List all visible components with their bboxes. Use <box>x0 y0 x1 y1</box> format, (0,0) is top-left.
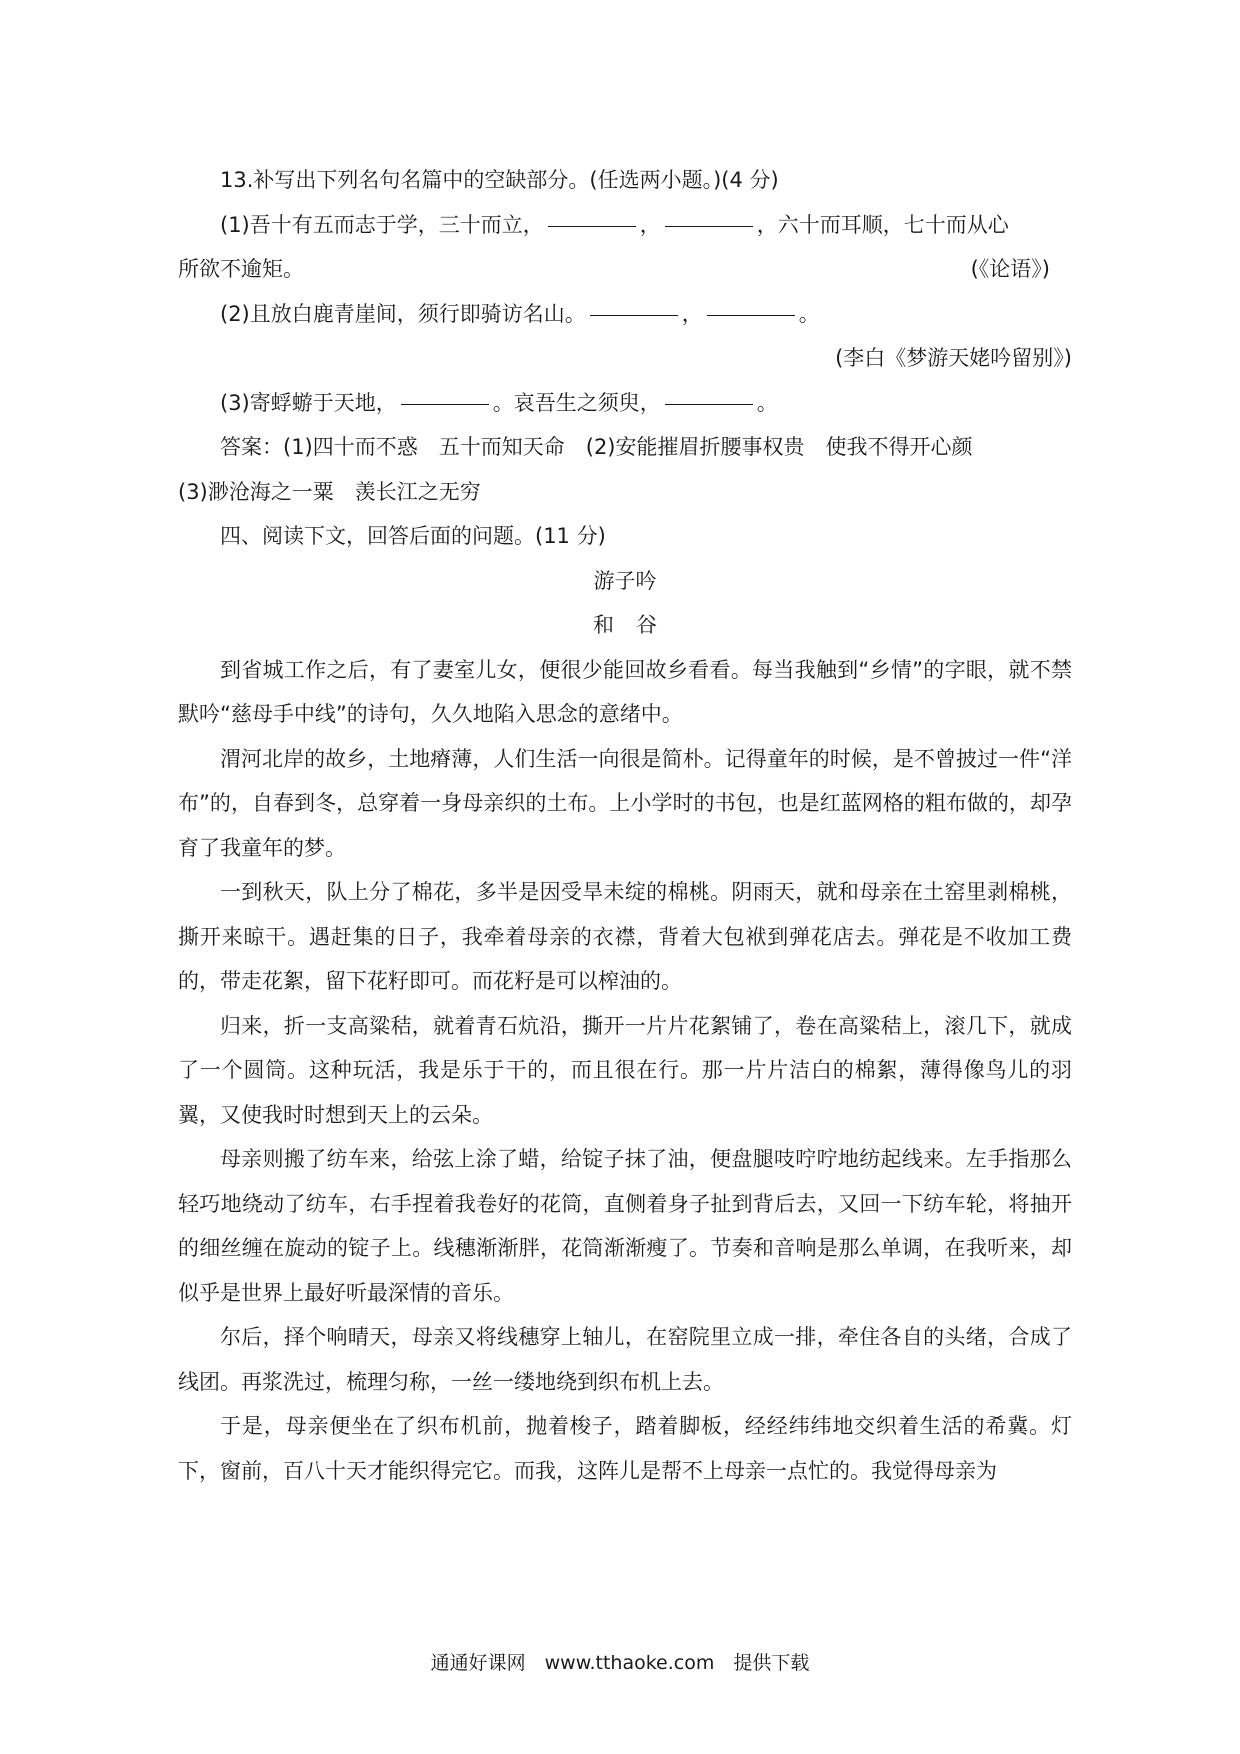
answer-blank <box>590 315 678 316</box>
page-footer: 通通好课网 www.tthaoke.com 提供下载 <box>430 1652 810 1674</box>
item-2-source: (李白《梦游天姥吟留别》) <box>835 346 1072 370</box>
article-title: 游子吟 <box>593 568 657 593</box>
answer-line-2: (3)渺沧海之一粟 羡长江之无穷 <box>178 479 481 504</box>
question-13-item-3 <box>178 381 1072 426</box>
item-1-text-d: 所欲不逾矩。 <box>178 257 304 281</box>
question-13-item-1-continued <box>178 247 1072 292</box>
article-paragraph: 母亲则搬了纺车来，给弦上涂了蜡，给锭子抹了油，便盘腿吱咛咛地纺起线来。左手指那么轻巧地绕动了纺车，右手捏着我卷好的花筒，直侧着身子扯到背后去，又回一下纺车轮，将抽开的细丝缠在旋动的锭子上。线穗渐渐胖，花筒渐渐瘦了。节奏和音响是那么单调，在我听来，却似乎是世界上最好听最深情的音乐。 <box>178 1147 1072 1305</box>
article-paragraph: 归来，折一支高粱秸，就着青石炕沿，撕开一片片花絮铺了，卷在高粱秸上，滚几下，就成了一个圆筒。这种玩活，我是乐于干的，而且很在行。那一片片洁白的棉絮，薄得像鸟儿的羽翼，又使我时时想到天上的云朵。 <box>178 1013 1072 1127</box>
item-3-text-a: (3)寄蜉蝣于天地， <box>220 390 397 415</box>
question-13-item-1 <box>178 203 1072 248</box>
item-2-text-b: ， <box>681 301 703 326</box>
answer-line-1: 答案：(1)四十而不惑 五十而知天命 (2)安能摧眉折腰事权贵 使我不得开心颜 <box>220 435 973 459</box>
article-paragraph: 到省城工作之后，有了妻室儿女，便很少能回故乡看看。每当我触到“乡情”的字眼，就不禁默吟“慈母手中线”的诗句，久久地陷入思念的意绪中。 <box>178 657 1072 726</box>
answer-blank <box>665 226 753 227</box>
item-1-source: (《论语》) <box>970 257 1050 281</box>
article-author <box>178 603 1072 648</box>
item-3-text-b: 。哀吾生之须臾， <box>492 390 661 415</box>
question-13-item-2 <box>178 292 1072 337</box>
question-13-title: 13.补写出下列名句名篇中的空缺部分。(任选两小题。)(4 分) <box>220 168 779 192</box>
article-paragraph: 一到秋天，队上分了棉花，多半是因受旱未绽的棉桃。阴雨天，就和母亲在土窑里剥棉桃，撕开来晾干。遇赶集的日子，我牵着母亲的衣襟，背着大包袱到弹花店去。弹花是不收加工费的，带走花絮，留下花籽即可。而花籽是可以榨油的。 <box>178 880 1072 993</box>
article-paragraph: 渭河北岸的故乡，土地瘠薄，人们生活一向很是简朴。记得童年的时候，是不曾披过一件“洋布”的，自春到冬，总穿着一身母亲织的土布。上小学时的书包，也是红蓝网格的粗布做的，却孕育了我童年的梦。 <box>178 746 1072 860</box>
document-body <box>178 158 1072 1493</box>
answer-blank <box>665 404 753 405</box>
article-paragraph: 尔后，择个响晴天，母亲又将线穗穿上轴儿，在窑院里立成一排，牵住各自的头绪，合成了线团。再浆洗过，梳理匀称，一丝一缕地绕到织布机上去。 <box>178 1325 1072 1394</box>
item-1-text-a: (1)吾十有五而志于学，三十而立， <box>220 212 544 237</box>
item-2-text-a: (2)且放白鹿青崖间，须行即骑访名山。 <box>220 301 586 326</box>
author-name: 和谷 <box>593 613 679 637</box>
article-paragraph: 于是，母亲便坐在了织布机前，抛着梭子，踏着脚板，经经纬纬地交织着生活的希冀。灯下，窗前，百八十天才能织得完它。而我，这阵儿是帮不上母亲一点忙的。我觉得母亲为 <box>178 1414 1072 1483</box>
item-3-text-c: 。 <box>756 390 778 415</box>
answer-blank <box>707 315 795 316</box>
item-2-text-c: 。 <box>798 301 820 326</box>
answer-blank <box>401 404 489 405</box>
section-4-heading: 四、阅读下文，回答后面的问题。(11 分) <box>220 524 606 548</box>
item-1-text-b: ， <box>639 212 661 237</box>
item-1-text-c: ，六十而耳顺，七十而从心 <box>756 212 1009 237</box>
answer-blank <box>548 226 636 227</box>
